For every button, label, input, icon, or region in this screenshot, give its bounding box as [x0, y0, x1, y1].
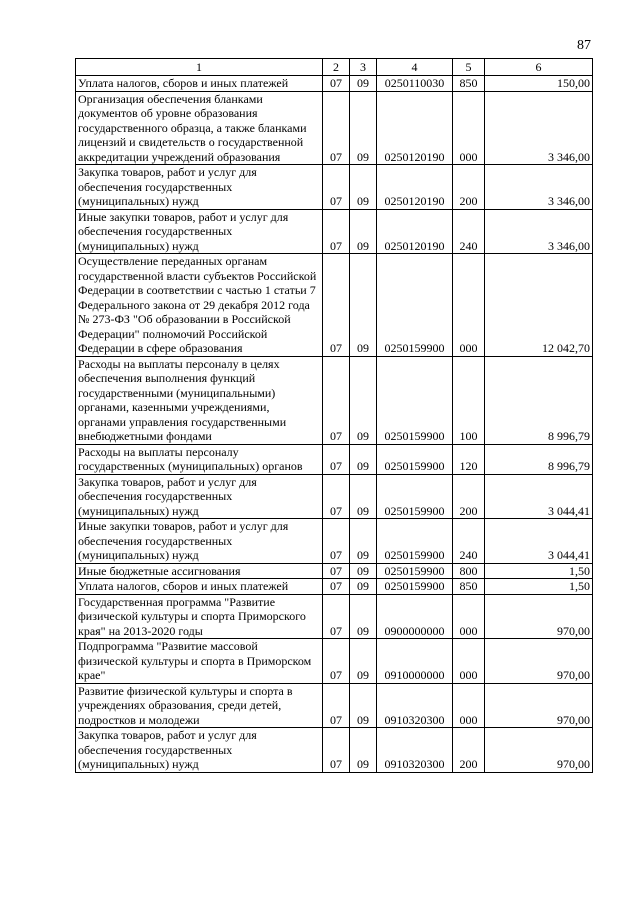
expense-name: Иные закупки товаров, работ и услуг для обеспечения государственных (муниципальных) нужд — [76, 519, 323, 564]
target-article-code: 0250159900 — [377, 356, 453, 444]
expense-type-code: 800 — [453, 563, 485, 579]
amount: 3 346,00 — [485, 165, 593, 210]
table-row — [76, 639, 593, 684]
budget-table — [75, 58, 593, 773]
expense-type-code: 000 — [453, 639, 485, 684]
amount: 3 346,00 — [485, 209, 593, 254]
expense-name: Осуществление переданных органам государственной власти субъектов Российской Федерации в соответствии с частью 1 статьи 7 Федерального закона от 29 декабря 2012 года № 273-ФЗ "Об образовании в Российской Федерации" полномочий Российской Федерации в сфере образования — [76, 254, 323, 357]
target-article-code: 0900000000 — [377, 594, 453, 639]
table-row — [76, 474, 593, 519]
target-article-code: 0250110030 — [377, 76, 453, 92]
expense-type-code: 000 — [453, 683, 485, 728]
expense-name: Иные бюджетные ассигнования — [76, 563, 323, 579]
expense-name: Иные закупки товаров, работ и услуг для обеспечения государственных (муниципальных) нужд — [76, 209, 323, 254]
section-code: 07 — [323, 579, 350, 595]
column-header: 1 — [76, 59, 323, 76]
target-article-code: 0250120190 — [377, 209, 453, 254]
target-article-code: 0250120190 — [377, 165, 453, 210]
subsection-code: 09 — [350, 683, 377, 728]
section-code: 07 — [323, 519, 350, 564]
target-article-code: 0250159900 — [377, 444, 453, 474]
section-code: 07 — [323, 254, 350, 357]
section-code: 07 — [323, 356, 350, 444]
expense-type-code: 200 — [453, 474, 485, 519]
target-article-code: 0250120190 — [377, 91, 453, 165]
expense-name: Уплата налогов, сборов и иных платежей — [76, 76, 323, 92]
amount: 970,00 — [485, 639, 593, 684]
table-row — [76, 76, 593, 92]
expense-name: Государственная программа "Развитие физической культуры и спорта Приморского края" на 2013-2020 годы — [76, 594, 323, 639]
amount: 8 996,79 — [485, 356, 593, 444]
subsection-code: 09 — [350, 356, 377, 444]
table-row — [76, 91, 593, 165]
table-row — [76, 356, 593, 444]
expense-type-code: 000 — [453, 594, 485, 639]
section-code: 07 — [323, 639, 350, 684]
expense-type-code: 100 — [453, 356, 485, 444]
amount: 1,50 — [485, 563, 593, 579]
table-row — [76, 254, 593, 357]
target-article-code: 0910320300 — [377, 728, 453, 773]
amount: 150,00 — [485, 76, 593, 92]
expense-name: Закупка товаров, работ и услуг для обеспечения государственных (муниципальных) нужд — [76, 728, 323, 773]
expense-type-code: 240 — [453, 519, 485, 564]
expense-name: Организация обеспечения бланками документов об уровне образования государственного образца, а также бланками лицензий и свидетельств о государственной аккредитации учреждений образования — [76, 91, 323, 165]
amount: 970,00 — [485, 683, 593, 728]
expense-name: Закупка товаров, работ и услуг для обеспечения государственных (муниципальных) нужд — [76, 474, 323, 519]
subsection-code: 09 — [350, 728, 377, 773]
target-article-code: 0910000000 — [377, 639, 453, 684]
table-row — [76, 519, 593, 564]
table-row — [76, 728, 593, 773]
target-article-code: 0250159900 — [377, 254, 453, 357]
subsection-code: 09 — [350, 91, 377, 165]
amount: 970,00 — [485, 594, 593, 639]
subsection-code: 09 — [350, 444, 377, 474]
column-header: 4 — [377, 59, 453, 76]
expense-name: Развитие физической культуры и спорта в учреждениях образования, среди детей, подростков и молодежи — [76, 683, 323, 728]
expense-type-code: 850 — [453, 579, 485, 595]
amount: 12 042,70 — [485, 254, 593, 357]
amount: 8 996,79 — [485, 444, 593, 474]
column-header: 6 — [485, 59, 593, 76]
target-article-code: 0250159900 — [377, 474, 453, 519]
subsection-code: 09 — [350, 76, 377, 92]
table-row — [76, 683, 593, 728]
section-code: 07 — [323, 474, 350, 519]
expense-name: Подпрограмма "Развитие массовой физической культуры и спорта в Приморском крае" — [76, 639, 323, 684]
section-code: 07 — [323, 683, 350, 728]
subsection-code: 09 — [350, 209, 377, 254]
expense-type-code: 120 — [453, 444, 485, 474]
expense-name: Уплата налогов, сборов и иных платежей — [76, 579, 323, 595]
expense-name: Расходы на выплаты персоналу государственных (муниципальных) органов — [76, 444, 323, 474]
section-code: 07 — [323, 728, 350, 773]
column-header: 3 — [350, 59, 377, 76]
table-row — [76, 209, 593, 254]
section-code: 07 — [323, 563, 350, 579]
expense-type-code: 240 — [453, 209, 485, 254]
table-row — [76, 563, 593, 579]
amount: 3 346,00 — [485, 91, 593, 165]
expense-type-code: 200 — [453, 728, 485, 773]
target-article-code: 0250159900 — [377, 579, 453, 595]
column-header: 2 — [323, 59, 350, 76]
amount: 1,50 — [485, 579, 593, 595]
page-number: 87 — [577, 38, 591, 53]
table-row — [76, 444, 593, 474]
target-article-code: 0250159900 — [377, 519, 453, 564]
subsection-code: 09 — [350, 639, 377, 684]
subsection-code: 09 — [350, 165, 377, 210]
subsection-code: 09 — [350, 519, 377, 564]
subsection-code: 09 — [350, 474, 377, 519]
section-code: 07 — [323, 91, 350, 165]
target-article-code: 0250159900 — [377, 563, 453, 579]
amount: 3 044,41 — [485, 474, 593, 519]
expense-type-code: 850 — [453, 76, 485, 92]
section-code: 07 — [323, 444, 350, 474]
expense-type-code: 000 — [453, 91, 485, 165]
expense-name: Расходы на выплаты персоналу в целях обеспечения выполнения функций государственными (муниципальными) органами, казенными учреждениями, органами управления государственными внебюджетными фондами — [76, 356, 323, 444]
subsection-code: 09 — [350, 594, 377, 639]
table-row — [76, 579, 593, 595]
subsection-code: 09 — [350, 579, 377, 595]
table-row — [76, 594, 593, 639]
amount: 3 044,41 — [485, 519, 593, 564]
expense-type-code: 200 — [453, 165, 485, 210]
section-code: 07 — [323, 209, 350, 254]
expense-type-code: 000 — [453, 254, 485, 357]
expense-name: Закупка товаров, работ и услуг для обеспечения государственных (муниципальных) нужд — [76, 165, 323, 210]
section-code: 07 — [323, 76, 350, 92]
table-row — [76, 165, 593, 210]
table-header-row — [76, 59, 593, 76]
section-code: 07 — [323, 165, 350, 210]
subsection-code: 09 — [350, 254, 377, 357]
target-article-code: 0910320300 — [377, 683, 453, 728]
column-header: 5 — [453, 59, 485, 76]
amount: 970,00 — [485, 728, 593, 773]
section-code: 07 — [323, 594, 350, 639]
subsection-code: 09 — [350, 563, 377, 579]
